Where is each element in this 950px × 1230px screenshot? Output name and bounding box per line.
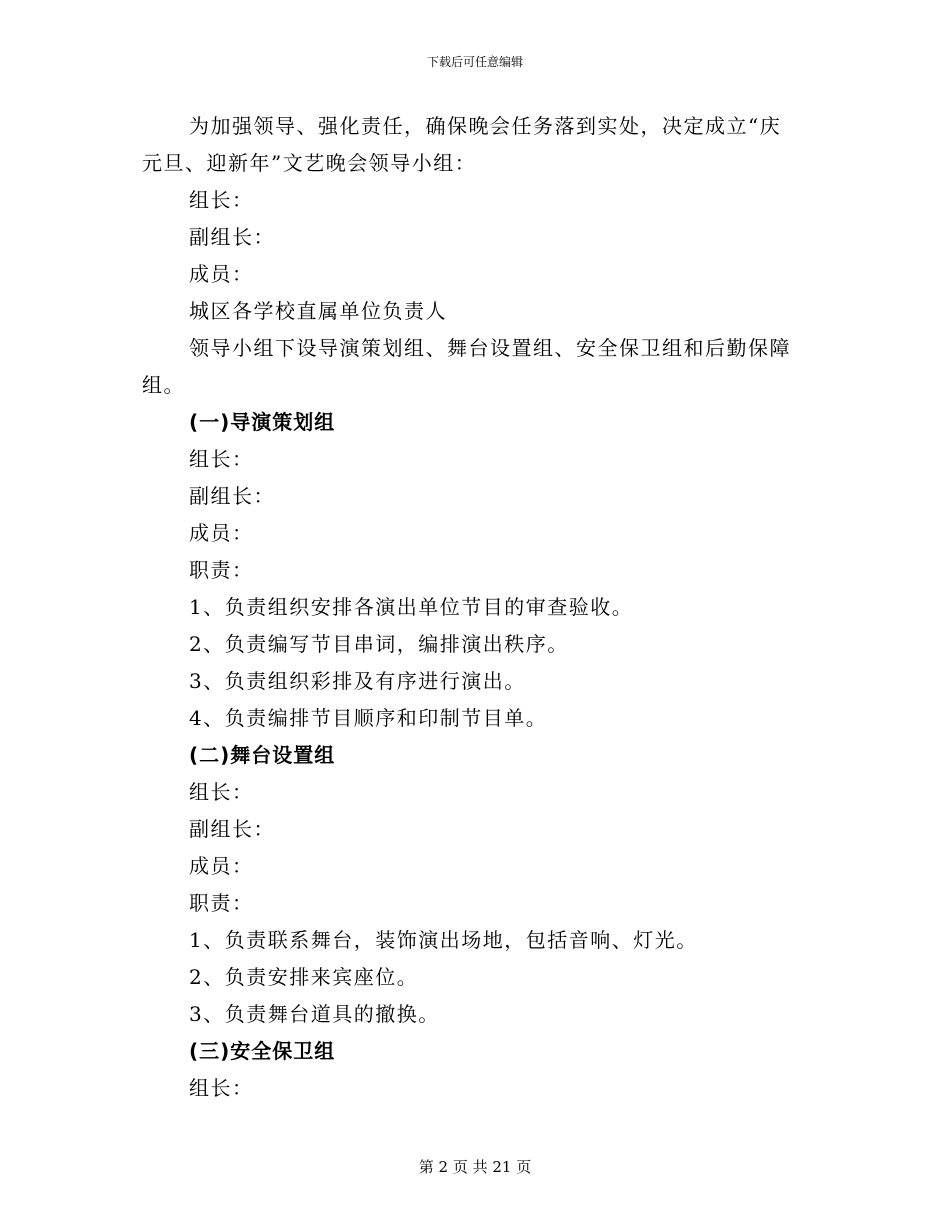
intro-paragraph: 为加强领导、强化责任，确保晚会任务落到实处，决定成立“庆元旦、迎新年”文艺晚会领导小组： xyxy=(142,114,782,175)
members-line: 成员： xyxy=(189,262,254,286)
page-footer: 第 2 页 共 21 页 xyxy=(418,1158,532,1176)
directing-duties-label: 职责： xyxy=(189,558,254,582)
stage-deputy-line: 副组长： xyxy=(189,817,275,841)
directing-members-line: 成员： xyxy=(189,521,254,545)
directing-duty-item: 2、负责编写节目串词，编排演出秩序。 xyxy=(189,632,569,656)
directing-leader-line: 组长： xyxy=(189,447,254,471)
stage-duty-item: 2、负责安排来宾座位。 xyxy=(189,965,419,989)
directing-duty-item: 3、负责组织彩排及有序进行演出。 xyxy=(189,669,526,693)
deputy-leader-line: 副组长： xyxy=(189,225,275,249)
section-heading-stage: (二)舞台设置组 xyxy=(189,743,336,767)
security-leader-line: 组长： xyxy=(189,1076,254,1100)
directing-duty-item: 1、负责组织安排各演出单位节目的审查验收。 xyxy=(189,595,634,619)
stage-members-line: 成员： xyxy=(189,854,254,878)
stage-duty-item: 3、负责舞台道具的撤换。 xyxy=(189,1002,440,1026)
subgroups-paragraph: 领导小组下设导演策划组、舞台设置组、安全保卫组和后勤保障组。 xyxy=(142,336,791,397)
stage-duty-item: 1、负责联系舞台，装饰演出场地，包括音响、灯光。 xyxy=(189,928,698,952)
section-heading-security: (三)安全保卫组 xyxy=(189,1039,336,1063)
directing-duty-item: 4、负责编排节目顺序和印制节目单。 xyxy=(189,706,548,730)
members-detail-line: 城区各学校直属单位负责人 xyxy=(189,299,447,323)
leader-line: 组长： xyxy=(189,188,254,212)
stage-leader-line: 组长： xyxy=(189,780,254,804)
section-heading-directing: (一)导演策划组 xyxy=(189,410,336,434)
document-body xyxy=(142,108,802,1107)
directing-deputy-line: 副组长： xyxy=(189,484,275,508)
stage-duties-label: 职责： xyxy=(189,891,254,915)
page-header: 下载后可任意编辑 xyxy=(426,55,523,69)
